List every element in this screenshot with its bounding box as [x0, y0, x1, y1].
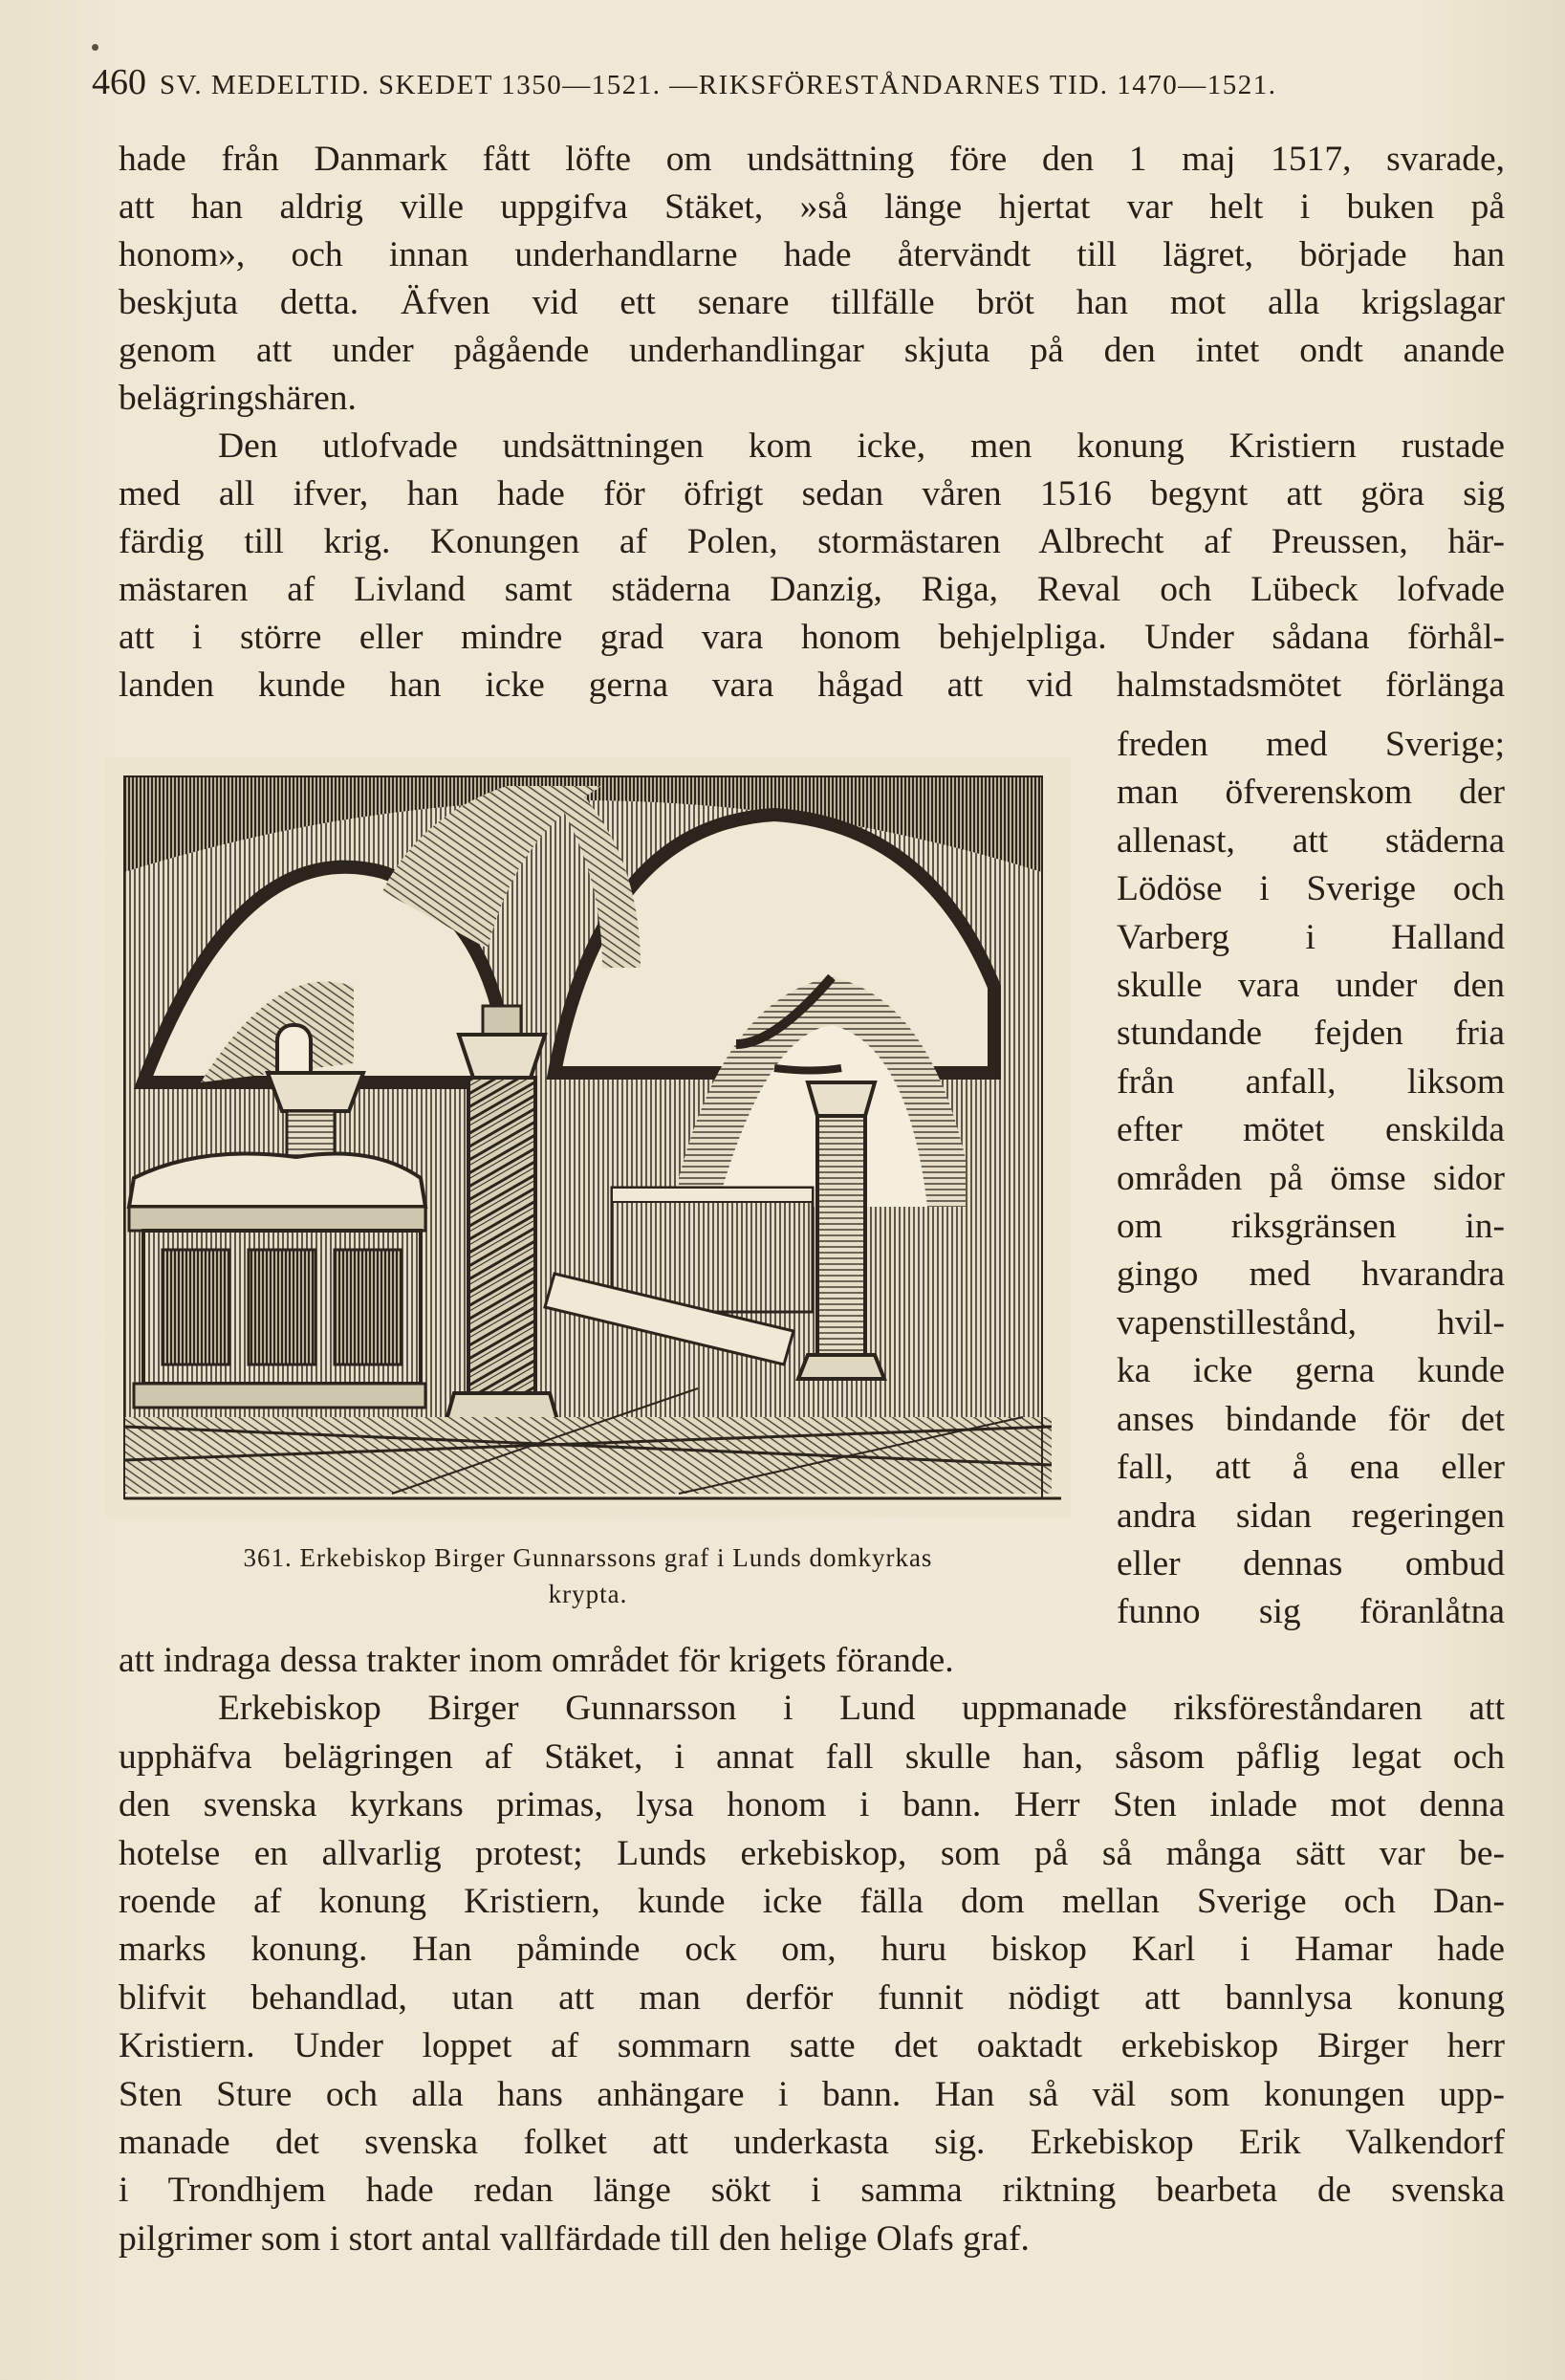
text-line: roende af konung Kristiern, kunde icke fälla dom mellan Sverige och Dan- [119, 1882, 1505, 1922]
text-line: Sten Sture och alla hans anhängare i bann. Han så väl som konungen upp- [119, 2074, 1505, 2114]
text-line: gingo med hvarandra [1117, 1255, 1505, 1295]
caption-line: 361. Erkebiskop Birger Gunnarssons graf i Lunds domkyrkas [243, 1543, 933, 1572]
text-line: genom att under pågående underhandlingar skjuta på den intet ondt anande [119, 331, 1505, 370]
text-line: Kristiern. Under loppet af sommarn satte det oaktadt erkebiskop Birger herr [119, 2026, 1505, 2066]
text-line: i Trondhjem hade redan länge sökt i samma riktning bearbeta de svenska [119, 2171, 1505, 2211]
text-line: från anfall, liksom [1117, 1061, 1505, 1102]
caption-line: krypta. [548, 1580, 628, 1608]
text-line: fall, att å ena eller [1117, 1448, 1505, 1488]
text-line: anses bindande för det [1117, 1399, 1505, 1439]
text-line: den svenska kyrkans primas, lysa honom i bann. Herr Sten inlade mot denna [119, 1785, 1505, 1825]
text-line: Erkebiskop Birger Gunnarsson i Lund uppmanade riksföreståndaren att [218, 1689, 1505, 1729]
crypt-illustration [105, 757, 1071, 1518]
text-line: om riksgränsen in- [1117, 1207, 1505, 1247]
text-line: eller dennas ombud [1117, 1543, 1505, 1583]
text-line: Varberg i Halland [1117, 917, 1505, 957]
ink-speck [92, 44, 98, 51]
text-line: man öfverenskom der [1117, 773, 1505, 813]
text-line: Lödöse i Sverige och [1117, 869, 1505, 909]
text-line: att han aldrig ville uppgifva Stäket, »så länge hjertat var helt i buken på [119, 187, 1505, 227]
text-line: upphäfva belägringen af Stäket, i annat fall skulle han, såsom påflig legat och [119, 1736, 1505, 1777]
text-line: pilgrimer som i stort antal vallfärdade till den helige Olafs graf. [119, 2218, 1030, 2259]
top-paragraphs [119, 136, 1505, 710]
text-line: att i större eller mindre grad vara honom behjelpliga. Under sådana förhål- [119, 618, 1505, 657]
text-line: ka icke gerna kunde [1117, 1351, 1505, 1391]
running-title: SV. MEDELTID. SKEDET 1350—1521. —RIKSFÖRESTÅNDARNES TID. 1470—1521. [160, 70, 1277, 100]
text-line: hotelse en allvarlig protest; Lunds erkebiskop, som på så många sätt var be- [119, 1833, 1505, 1873]
running-head [92, 61, 1507, 103]
text-line: skulle vara under den [1117, 966, 1505, 1006]
text-line: honom», och innan underhandlarne hade återvändt till lägret, började han [119, 235, 1505, 274]
page-number: 460 [92, 62, 146, 102]
text-line: beskjuta detta. Äfven vid ett senare tillfälle bröt han mot alla krigslagar [119, 283, 1505, 322]
text-line: marks konung. Han påminde ock om, huru biskop Karl i Hamar hade [119, 1930, 1505, 1970]
crypt-engraving [105, 757, 1071, 1518]
text-line: blifvit behandlad, utan att man derför funnit nödigt att bannlysa konung [119, 1977, 1505, 2018]
text-line: att indraga dessa trakter inom området för krigets förande. [119, 1641, 954, 1680]
side-column-text [1117, 721, 1505, 1637]
text-line: manade det svenska folket att underkasta sig. Erkebiskop Erik Valkendorf [119, 2123, 1505, 2163]
text-line: belägringshären. [119, 379, 357, 418]
text-line: allenast, att städerna [1117, 820, 1505, 861]
bottom-paragraphs [119, 1637, 1505, 2263]
text-line: vapenstillestånd, hvil- [1117, 1302, 1505, 1343]
figure-caption [124, 1539, 1052, 1612]
text-line: efter mötet enskilda [1117, 1110, 1505, 1150]
text-line: andra sidan regeringen [1117, 1496, 1505, 1536]
text-line: hade från Danmark fått löfte om undsättning före den 1 maj 1517, svarade, [119, 140, 1505, 179]
text-line: freden med Sverige; [1117, 725, 1505, 764]
text-line: mästaren af Livland samt städerna Danzig, Riga, Reval och Lübeck lofvade [119, 570, 1505, 609]
text-line: Den utlofvade undsättningen kom icke, men konung Kristiern rustade [218, 426, 1505, 466]
text-line: med all ifver, han hade för öfrigt sedan våren 1516 begynt att göra sig [119, 474, 1505, 513]
text-line: landen kunde han icke gerna vara hågad att vid halmstadsmötet förlänga [119, 666, 1505, 705]
text-line: stundande fejden fria [1117, 1014, 1505, 1054]
text-line: områden på ömse sidor [1117, 1158, 1505, 1198]
text-line: funno sig föranlåtna [1117, 1592, 1505, 1632]
text-line: färdig till krig. Konungen af Polen, stormästaren Albrecht af Preussen, här- [119, 522, 1505, 561]
